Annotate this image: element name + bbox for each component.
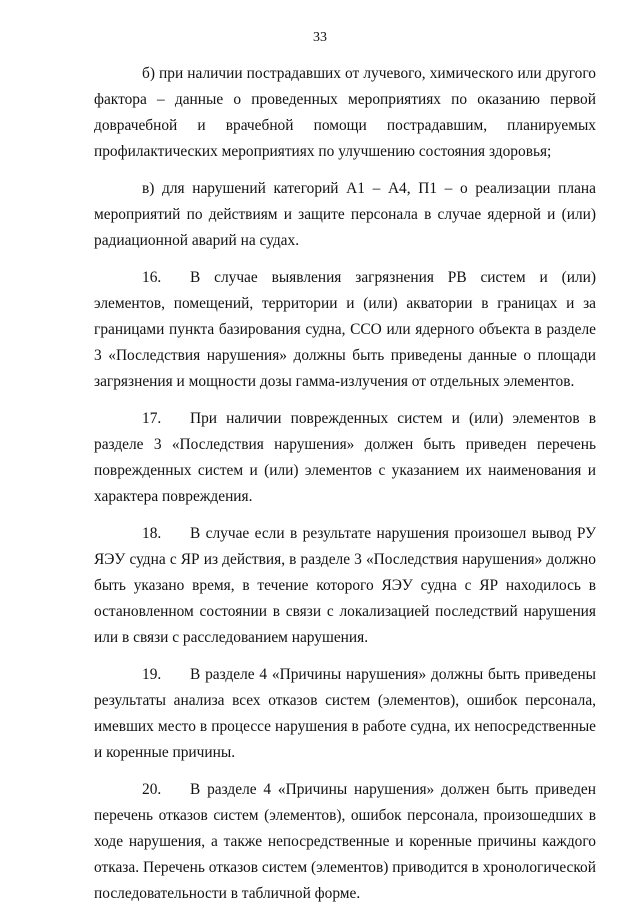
paragraph-b: б) при наличии пострадавших от лучевого, химического или другого фактора – данные о проведенных мероприятиях по оказанию первой доврачебной и врачебной помощи пострадавшим, планируемых профилактических мероприятиях по улучшению состояния здоровья; (94, 65, 596, 160)
paragraph-number: 17. (142, 410, 162, 427)
page-number: 33 (313, 30, 327, 45)
paragraph-number: 19. (142, 666, 162, 683)
paragraph-number: 20. (142, 781, 162, 798)
paragraph-text: В разделе 4 «Причины нарушения» должны быть приведены результаты анализа всех отказов систем (элементов), ошибок персонала, имевших место в процессе нарушения в работе судна, их непосредственные и коренные причины. (94, 666, 596, 761)
paragraph-text: При наличии поврежденных систем и (или) элементов в разделе 3 «Последствия нарушения» должен быть приведен перечень поврежденных систем и (или) элементов с указанием их наименования и характера повреждения. (94, 410, 596, 505)
paragraph-text: В разделе 4 «Причины нарушения» должен быть приведен перечень отказов систем (элементов), ошибок персонала, произошедших в ходе нарушения, а также непосредственные и коренные причины каждого отказа. Перечень отказов систем (элементов) приводится в хронологической последовательности в табличной форме. (94, 781, 596, 902)
paragraph-16 (94, 265, 596, 395)
paragraph-text: В случае если в результате нарушения произошел вывод РУ ЯЭУ судна с ЯР из действия, в разделе 3 «Последствия нарушения» должно быть указано время, в течение которого ЯЭУ судна с ЯР находилось в остановленном состоянии в связи с локализацией последствий нарушения или в связи с расследованием нарушения. (94, 525, 596, 646)
paragraph-text: В случае выявления загрязнения РВ систем и (или) элементов, помещений, территории и (или) акватории в границах и за границами пункта базирования судна, ССО или ядерного объекта в разделе 3 «Последствия нарушения» должны быть приведены данные о площади загрязнения и мощности дозы гамма-излучения от отдельных элементов. (94, 269, 596, 390)
paragraph-18 (94, 521, 596, 651)
paragraph-17 (94, 406, 596, 510)
paragraph-20 (94, 777, 596, 907)
paragraph-v: в) для нарушений категорий А1 – А4, П1 – о реализации плана мероприятий по действиям и защите персонала в случае ядерной и (или) радиационной аварий на судах. (94, 180, 596, 249)
paragraph-number: 18. (142, 525, 162, 542)
document-body (94, 61, 596, 907)
paragraph-19 (94, 662, 596, 766)
paragraph-number: 16. (142, 269, 162, 286)
